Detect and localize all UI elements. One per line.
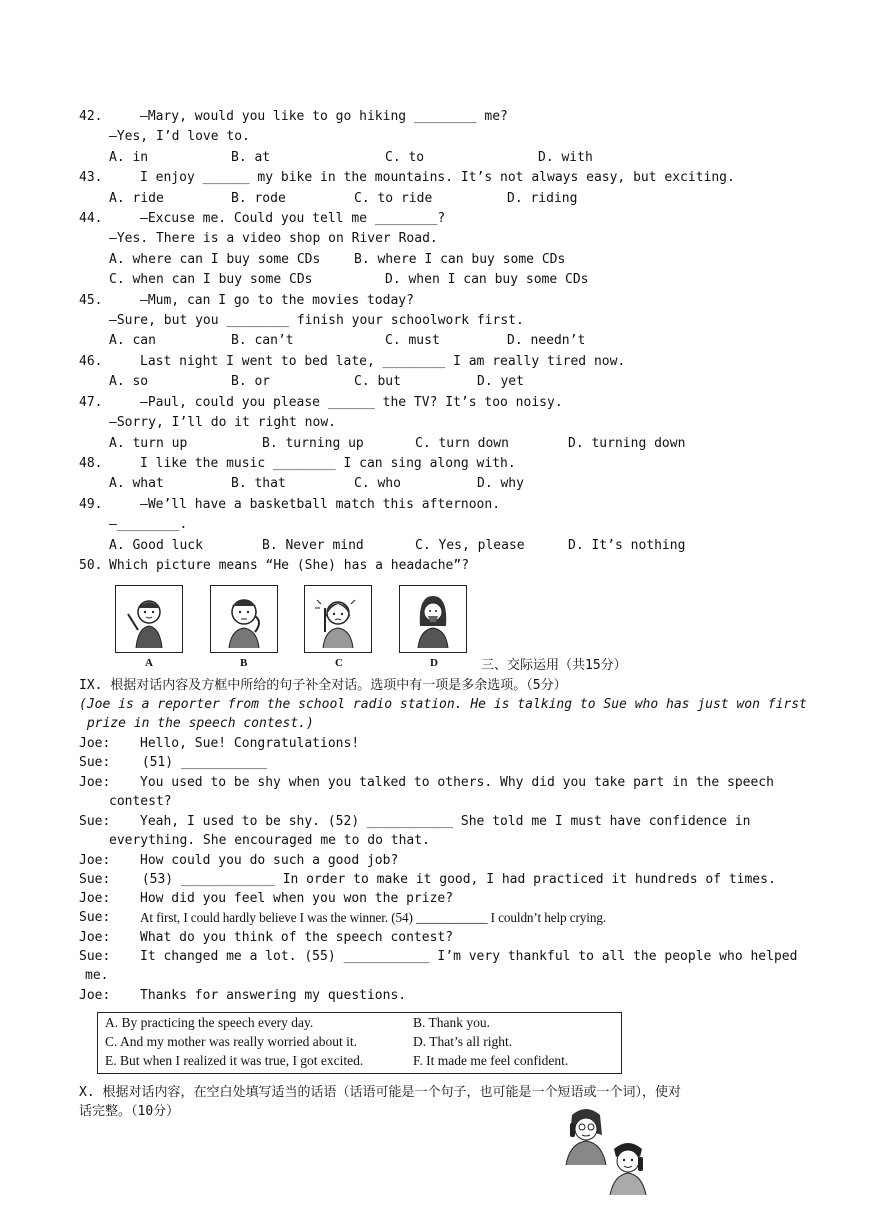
dialogue-line: How did you feel when you won the prize? — [140, 891, 454, 906]
question-number: 50. — [79, 558, 103, 573]
option: D. riding — [507, 191, 578, 206]
question-text: I like the music ________ I can sing along with. — [140, 456, 516, 471]
picture-label: D — [430, 657, 438, 669]
question-text: —Sorry, I’ll do it right now. — [109, 415, 336, 430]
option: A. what — [109, 476, 164, 491]
option: D. with — [538, 150, 593, 165]
question-text: —Sure, but you ________ finish your schoolwork first. — [109, 313, 524, 328]
option: A. ride — [109, 191, 164, 206]
option: D. turning down — [568, 436, 686, 451]
dialogue-line: me. — [85, 968, 109, 983]
option: C. Yes, please — [415, 538, 525, 553]
speaker: Joe: — [79, 988, 111, 1003]
dialogue-line: Thanks for answering my questions. — [140, 988, 407, 1003]
question-number: 45. — [79, 293, 103, 308]
option: C. to — [385, 150, 425, 165]
dialogue-line: everything. She encouraged me to do that. — [109, 833, 430, 848]
dialogue-line: It changed me a lot. (55) ___________ I’m very thankful to all the people who helped — [140, 949, 798, 964]
picture-label: C — [335, 657, 343, 669]
option: B. rode — [231, 191, 286, 206]
option: B. can’t — [231, 333, 294, 348]
option: A. turn up — [109, 436, 188, 451]
dialogue-line: How could you do such a good job? — [140, 853, 399, 868]
option: C. turn down — [415, 436, 509, 451]
phone-call-illustration — [560, 1105, 670, 1195]
girl-waving-icon — [116, 586, 182, 652]
part-title: X. 根据对话内容，在空白处填写适当的话语（话语可能是一个句子，也可能是一个短语或一个词），使对 — [79, 1085, 681, 1100]
question-number: 44. — [79, 211, 103, 226]
question-text: —Excuse me. Could you tell me ________? — [140, 211, 446, 226]
dialogue-line: Yeah, I used to be shy. (52) ___________ She told me I must have confidence in — [140, 814, 751, 829]
choice: A. By practicing the speech every day. — [105, 1015, 314, 1030]
option: A. Good luck — [109, 538, 203, 553]
option: B. or — [231, 374, 271, 389]
part-title: IX. 根据对话内容及方框中所给的句子补全对话。选项中有一项是多余选项。（5分） — [79, 678, 567, 693]
option: B. that — [231, 476, 286, 491]
option: D. needn’t — [507, 333, 586, 348]
question-text: Last night I went to bed late, ________ I am really tired now. — [140, 354, 626, 369]
option: B. where I can buy some CDs — [354, 252, 566, 267]
question-number: 48. — [79, 456, 103, 471]
question-text: —Mary, would you like to go hiking ________ me? — [140, 109, 508, 124]
dialogue-line: (51) ___________ — [134, 755, 268, 770]
question-number: 47. — [79, 395, 103, 410]
option: C. when can I buy some CDs — [109, 272, 313, 287]
choice: E. But when I realized it was true, I got excited. — [105, 1053, 364, 1068]
question-text: Which picture means “He (She) has a headache”? — [109, 558, 470, 573]
speaker: Sue: — [79, 949, 111, 964]
option: D. when I can buy some CDs — [385, 272, 589, 287]
speaker: Joe: — [79, 930, 111, 945]
option: B. Never mind — [262, 538, 364, 553]
intro-text: prize in the speech contest.) — [79, 716, 314, 731]
speaker: Sue: — [79, 814, 111, 829]
speaker: Sue: — [79, 755, 111, 770]
speaker: Joe: — [79, 853, 111, 868]
question-text: —We’ll have a basketball match this afternoon. — [140, 497, 501, 512]
speaker: Joe: — [79, 775, 111, 790]
speaker: Joe: — [79, 736, 111, 751]
speaker: Joe: — [79, 891, 111, 906]
question-number: 42. — [79, 109, 103, 124]
speaker: Sue: — [79, 910, 111, 925]
dialogue-line: (53) ____________ In order to make it good, I had practiced it hundreds of times. — [134, 872, 776, 887]
option: A. so — [109, 374, 149, 389]
boy-holding-face-icon — [211, 586, 277, 652]
girl-holding-head-icon — [305, 586, 371, 652]
question-number: 43. — [79, 170, 103, 185]
man-on-phone-icon — [610, 1143, 646, 1195]
choice: C. And my mother was really worried about it. — [105, 1034, 357, 1049]
question-text: —Yes, I’d love to. — [109, 129, 250, 144]
part-title: 话完整。（10分） — [79, 1104, 180, 1119]
woman-on-phone-icon — [566, 1109, 606, 1165]
speaker: Sue: — [79, 872, 111, 887]
intro-text: (Joe is a reporter from the school radio station. He is talking to Sue who has just won first — [79, 697, 807, 712]
option: A. where can I buy some CDs — [109, 252, 321, 267]
option: D. why — [477, 476, 524, 491]
section-heading: 三、交际运用（共15分） — [481, 658, 627, 673]
question-number: 46. — [79, 354, 103, 369]
option: B. at — [231, 150, 271, 165]
picture-b — [210, 585, 278, 653]
choice: B. Thank you. — [413, 1015, 490, 1030]
choice: F. It made me feel confident. — [413, 1053, 569, 1068]
picture-a — [115, 585, 183, 653]
dialogue-line: What do you think of the speech contest? — [140, 930, 454, 945]
option: B. turning up — [262, 436, 364, 451]
dialogue-line: At first, I could hardly believe I was the winner. (54) ___________ I couldn’t help crying. — [140, 910, 607, 925]
option: C. to ride — [354, 191, 433, 206]
dialogue-line: contest? — [109, 794, 172, 809]
option: C. but — [354, 374, 401, 389]
picture-label: A — [145, 657, 153, 669]
option: D. It’s nothing — [568, 538, 686, 553]
question-text: —Paul, could you please ______ the TV? It’s too noisy. — [140, 395, 563, 410]
question-number: 49. — [79, 497, 103, 512]
dialogue-line: Hello, Sue! Congratulations! — [140, 736, 360, 751]
dialogue-line: You used to be shy when you talked to others. Why did you take part in the speech — [140, 775, 774, 790]
girl-covering-mouth-icon — [400, 586, 466, 652]
question-text: I enjoy ______ my bike in the mountains. It’s not always easy, but exciting. — [140, 170, 735, 185]
question-text: —Mum, can I go to the movies today? — [140, 293, 414, 308]
choice: D. That’s all right. — [413, 1034, 513, 1049]
option: D. yet — [477, 374, 524, 389]
option: C. must — [385, 333, 440, 348]
picture-label: B — [240, 657, 248, 669]
question-text: —Yes. There is a video shop on River Road. — [109, 231, 438, 246]
option: A. can — [109, 333, 156, 348]
question-text: —________. — [109, 517, 188, 532]
option: C. who — [354, 476, 401, 491]
picture-d — [399, 585, 467, 653]
picture-c — [304, 585, 372, 653]
option: A. in — [109, 150, 149, 165]
